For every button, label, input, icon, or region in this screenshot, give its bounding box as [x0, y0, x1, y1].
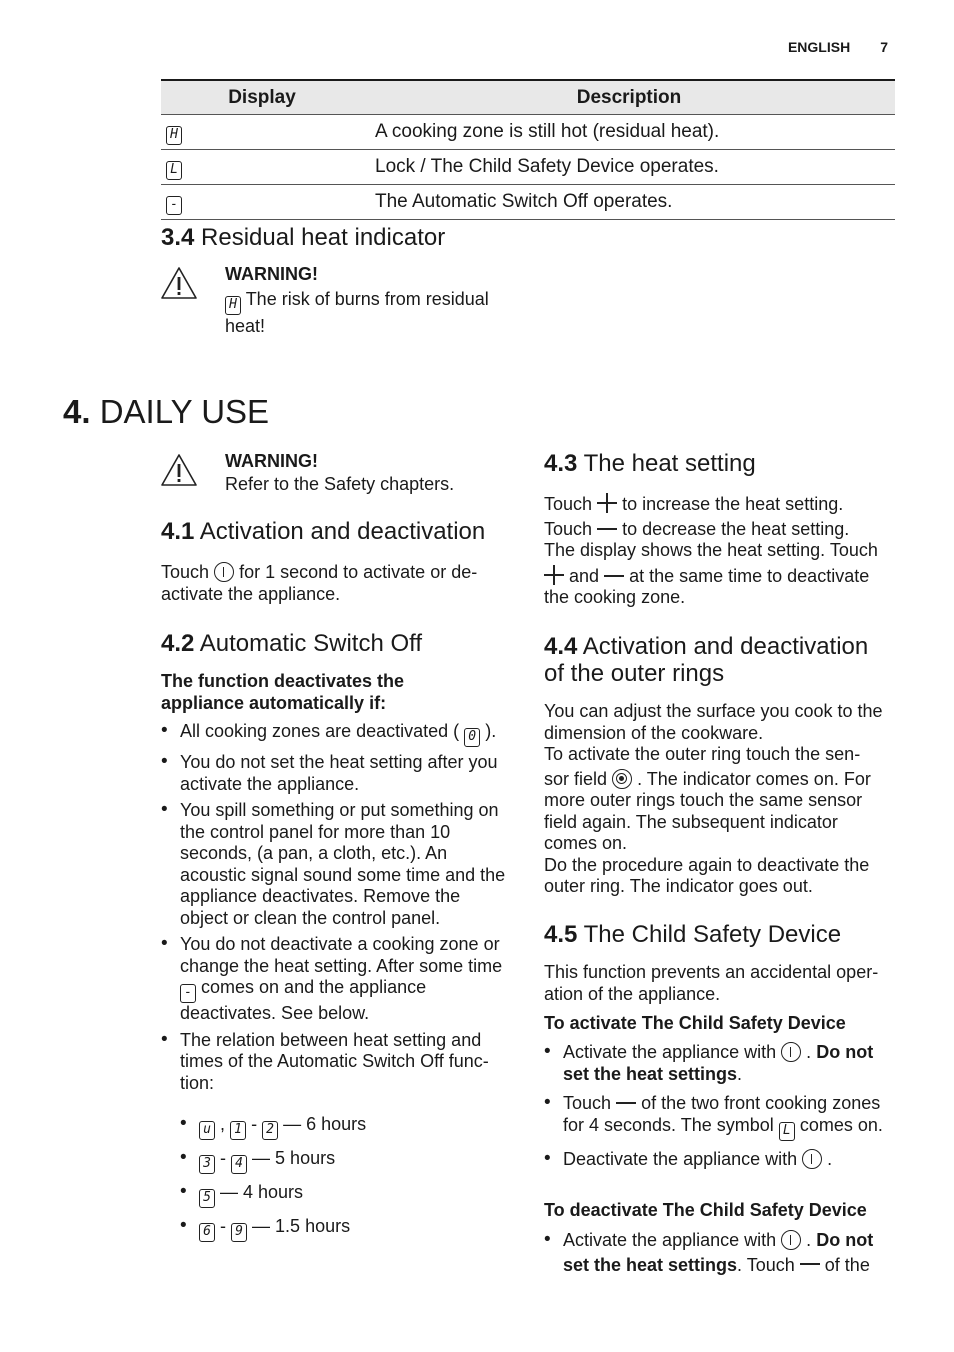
list-item: • You do not set the heat setting after you activate the appliance.: [161, 752, 509, 795]
on-off-icon: [214, 562, 234, 582]
display-symbol: 3: [199, 1155, 215, 1174]
list-item: • 5 — 4 hours: [180, 1182, 500, 1208]
section-4-5-intro: This function prevents an accidental oper-ation of the appliance.: [544, 962, 879, 1004]
section-4-3-heading: 4.3 The heat setting: [544, 450, 756, 477]
display-symbol-h: H: [225, 296, 241, 315]
warning-icon: [160, 453, 198, 487]
warning-text: Refer to the Safety chapters.: [225, 474, 455, 494]
section-4-1-heading: 4.1 Activation and deactivation: [161, 518, 486, 545]
table-row: [161, 115, 895, 150]
list-item: • 6 - 9 — 1.5 hours: [180, 1216, 500, 1242]
display-symbol-zero: 0: [464, 728, 480, 747]
deactivate-child-safety-title: To deactivate The Child Safety Device: [544, 1200, 867, 1220]
minus-icon: [616, 1102, 636, 1104]
language-label: ENGLISH: [787, 39, 851, 55]
section-4-4-text: You can adjust the surface you cook to the dimension of the cookware. To activate the outer ring touch the sen- sor field . The indicator comes on. For more outer rings touch the same sensor field again. The subsequent indicator comes on. Do the procedure again to deactivate the outer ring. The indicator goes out.: [544, 701, 883, 896]
section-4-1-text: Touch for 1 second to activate or de-activate the appliance.: [161, 562, 478, 604]
table-row: [161, 185, 895, 220]
section-4-3-text: Touch to increase the heat setting. Touch to decrease the heat setting. The display shows the heat setting. Touch and at the same time to deactivate the cooking zone.: [544, 494, 878, 607]
list-item: • u , 1 - 2 — 6 hours: [180, 1114, 500, 1140]
list-item: • 3 - 4 — 5 hours: [180, 1148, 500, 1174]
warning-title: WARNING!: [225, 451, 318, 471]
minus-icon: [800, 1263, 820, 1265]
page-header: [788, 39, 888, 55]
plus-icon: [597, 493, 617, 513]
section-4-4-heading: 4.4 Activation and deactivation of the outer rings: [544, 633, 869, 687]
warning-title: WARNING!: [225, 264, 318, 284]
outer-rings-icon: [612, 769, 632, 789]
list-item: • All cooking zones are deactivated ( 0 ).: [161, 721, 509, 747]
section-4-2-heading: 4.2 Automatic Switch Off: [161, 630, 423, 657]
warning-block-4: [225, 451, 515, 495]
display-symbol: u: [199, 1121, 215, 1140]
list-item: • The relation between heat setting and times of the Automatic Switch Off func-tion:: [161, 1030, 509, 1095]
activate-child-safety-title: To activate The Child Safety Device: [544, 1013, 846, 1033]
on-off-icon: [781, 1042, 801, 1062]
on-off-icon: [781, 1230, 801, 1250]
row-description: The Automatic Switch Off operates.: [375, 191, 673, 212]
list-item: • Touch of the two front cooking zones for 4 seconds. The symbol L comes on.: [544, 1093, 896, 1141]
display-symbol: 2: [262, 1121, 278, 1140]
display-symbol: 6: [199, 1223, 215, 1242]
display-symbol: 9: [231, 1223, 247, 1242]
section-3-4-heading: 3.4 Residual heat indicator: [161, 224, 446, 251]
display-symbol-dash: -: [180, 984, 196, 1003]
display-symbol-dash: -: [166, 196, 182, 215]
display-symbol: 5: [199, 1189, 215, 1208]
page-number: 7: [880, 39, 888, 55]
plus-icon: [544, 565, 564, 585]
row-description: Lock / The Child Safety Device operates.: [375, 156, 719, 177]
display-symbol-l: L: [779, 1122, 795, 1141]
header-description: Description: [576, 86, 682, 108]
table-header: [161, 81, 895, 115]
section-4-5-heading: 4.5 The Child Safety Device: [544, 921, 842, 948]
minus-icon: [604, 575, 624, 577]
warning-text: H The risk of burns from residual heat!: [225, 289, 489, 336]
display-symbol: 1: [230, 1121, 246, 1140]
list-item: • Activate the appliance with . Do not set the heat settings. Touch of the: [544, 1228, 896, 1278]
list-item: • You do not deactivate a cooking zone or change the heat setting. After some time - comes on and the appliance deactivates. See below.: [161, 934, 509, 1025]
display-symbol-l: L: [166, 161, 182, 180]
chapter-heading: 4. DAILY USE: [63, 393, 270, 430]
warning-icon: [160, 266, 198, 300]
on-off-icon: [802, 1149, 822, 1169]
display-symbol: 4: [231, 1155, 247, 1174]
switch-off-times-list: [180, 1114, 500, 1250]
header-display: Display: [228, 86, 296, 108]
row-description: A cooking zone is still hot (residual heat).: [375, 121, 720, 142]
list-item: • Activate the appliance with . Do not set the heat settings.: [544, 1042, 896, 1085]
section-4-2-intro: The function deactivates the appliance automatically if:: [161, 671, 405, 713]
deactivate-steps-list: [544, 1228, 896, 1283]
display-symbol-h: H: [166, 126, 182, 145]
list-item: • You spill something or put something on the control panel for more than 10 seconds, (a pan, a cloth, etc.). An acoustic signal sound some time and the appliance deactivates. Remove the object or clean the control panel.: [161, 800, 509, 929]
display-table: [161, 79, 895, 220]
table-row: [161, 150, 895, 185]
minus-icon: [597, 528, 617, 530]
switch-off-list: [161, 721, 509, 1099]
list-item: • Deactivate the appliance with .: [544, 1149, 896, 1171]
activate-steps-list: [544, 1042, 896, 1175]
warning-block-3-4: [225, 264, 525, 337]
